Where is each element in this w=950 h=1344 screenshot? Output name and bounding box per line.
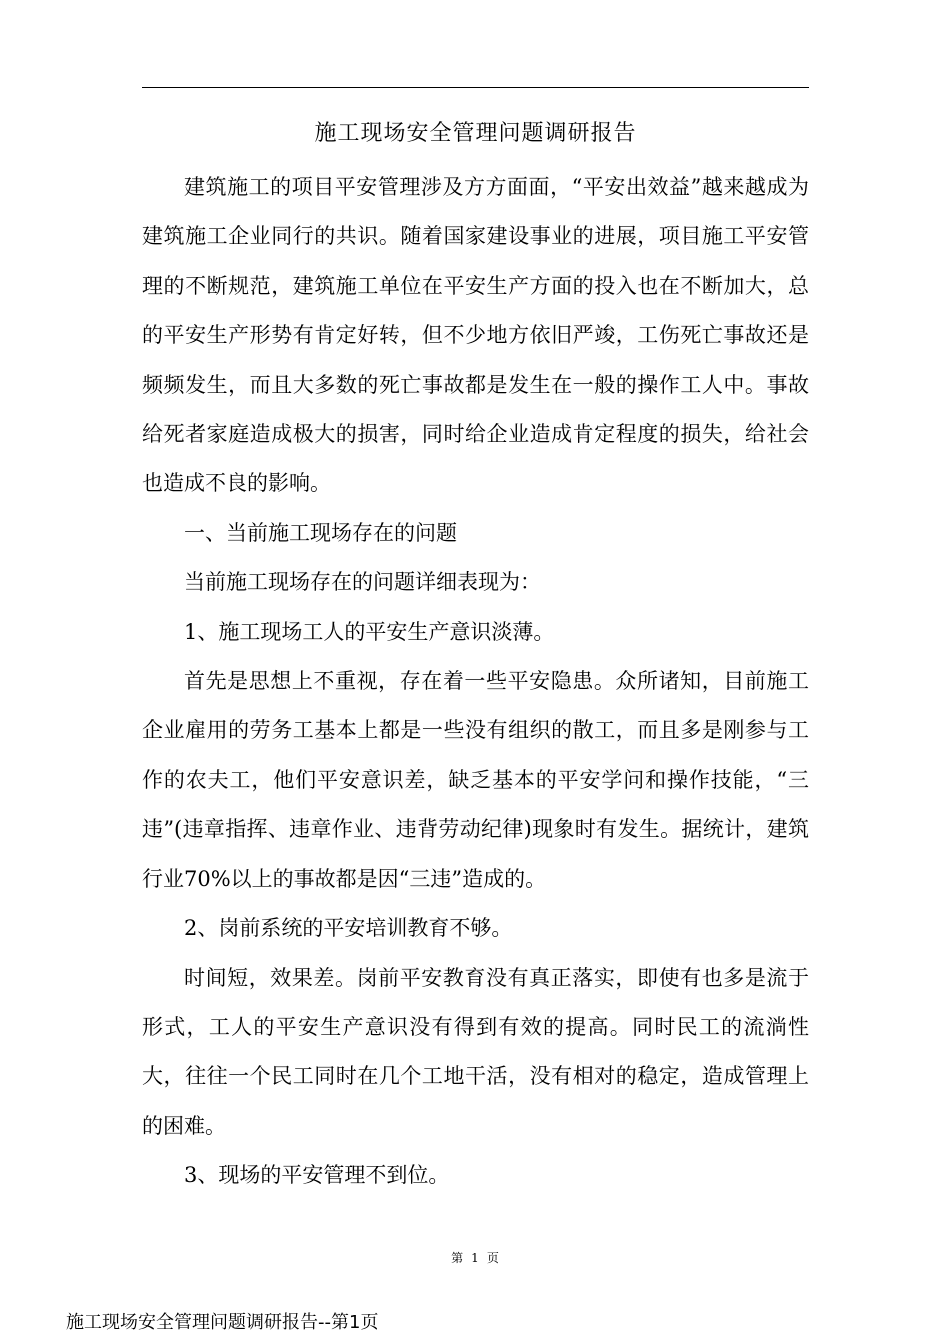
paragraph-intro: 建筑施工的项目平安管理涉及方方面面，“平安出效益”越来越成为建筑施工企业同行的共识。随着国家建设事业的进展，项目施工平安管理的不断规范，建筑施工单位在平安生产方面的投入也在不断加大，总的平安生产形势有肯定好转，但不少地方依旧严竣，工伤死亡事故还是频频发生，而且大多数的死亡事故都是发生在一般的操作工人中。事故给死者家庭造成极大的损害，同时给企业造成肯定程度的损失，给社会也造成不良的影响。 <box>142 175 809 496</box>
section-heading-1: 一、当前施工现场存在的问题 <box>184 520 457 545</box>
page-caption: 施工现场安全管理问题调研报告--第1页 <box>66 1312 379 1333</box>
paragraph-point-1: 首先是思想上不重视，存在着一些平安隐患。众所诸知，目前施工企业雇用的劳务工基本上都是一些没有组织的散工，而且多是刚参与工作的农夫工，他们平安意识差，缺乏基本的平安学问和操作技能，“三违”(违章指挥、违章作业、违背劳动纪律)现象时有发生。据统计，建筑行业70%以上的事故都是因“三违”造成的。 <box>142 669 809 891</box>
page-suffix: 页 <box>486 1251 499 1265</box>
page-number-value: 1 <box>471 1251 479 1265</box>
header-rule <box>142 87 809 88</box>
document-body <box>142 163 809 1201</box>
page-number <box>0 1250 950 1266</box>
paragraph-lead: 当前施工现场存在的问题详细表现为： <box>184 570 541 595</box>
page-prefix: 第 <box>451 1251 464 1265</box>
subheading-2: 2、岗前系统的平安培训教育不够。 <box>184 916 513 941</box>
paragraph-point-2: 时间短，效果差。岗前平安教育没有真正落实，即使有也多是流于形式，工人的平安生产意识没有得到有效的提高。同时民工的流淌性大，往往一个民工同时在几个工地干活，没有相对的稳定，造成管理上的困难。 <box>142 965 809 1138</box>
subheading-3: 3、现场的平安管理不到位。 <box>184 1163 450 1188</box>
subheading-1: 1、施工现场工人的平安生产意识淡薄。 <box>184 619 555 644</box>
document-title: 施工现场安全管理问题调研报告 <box>314 121 637 146</box>
